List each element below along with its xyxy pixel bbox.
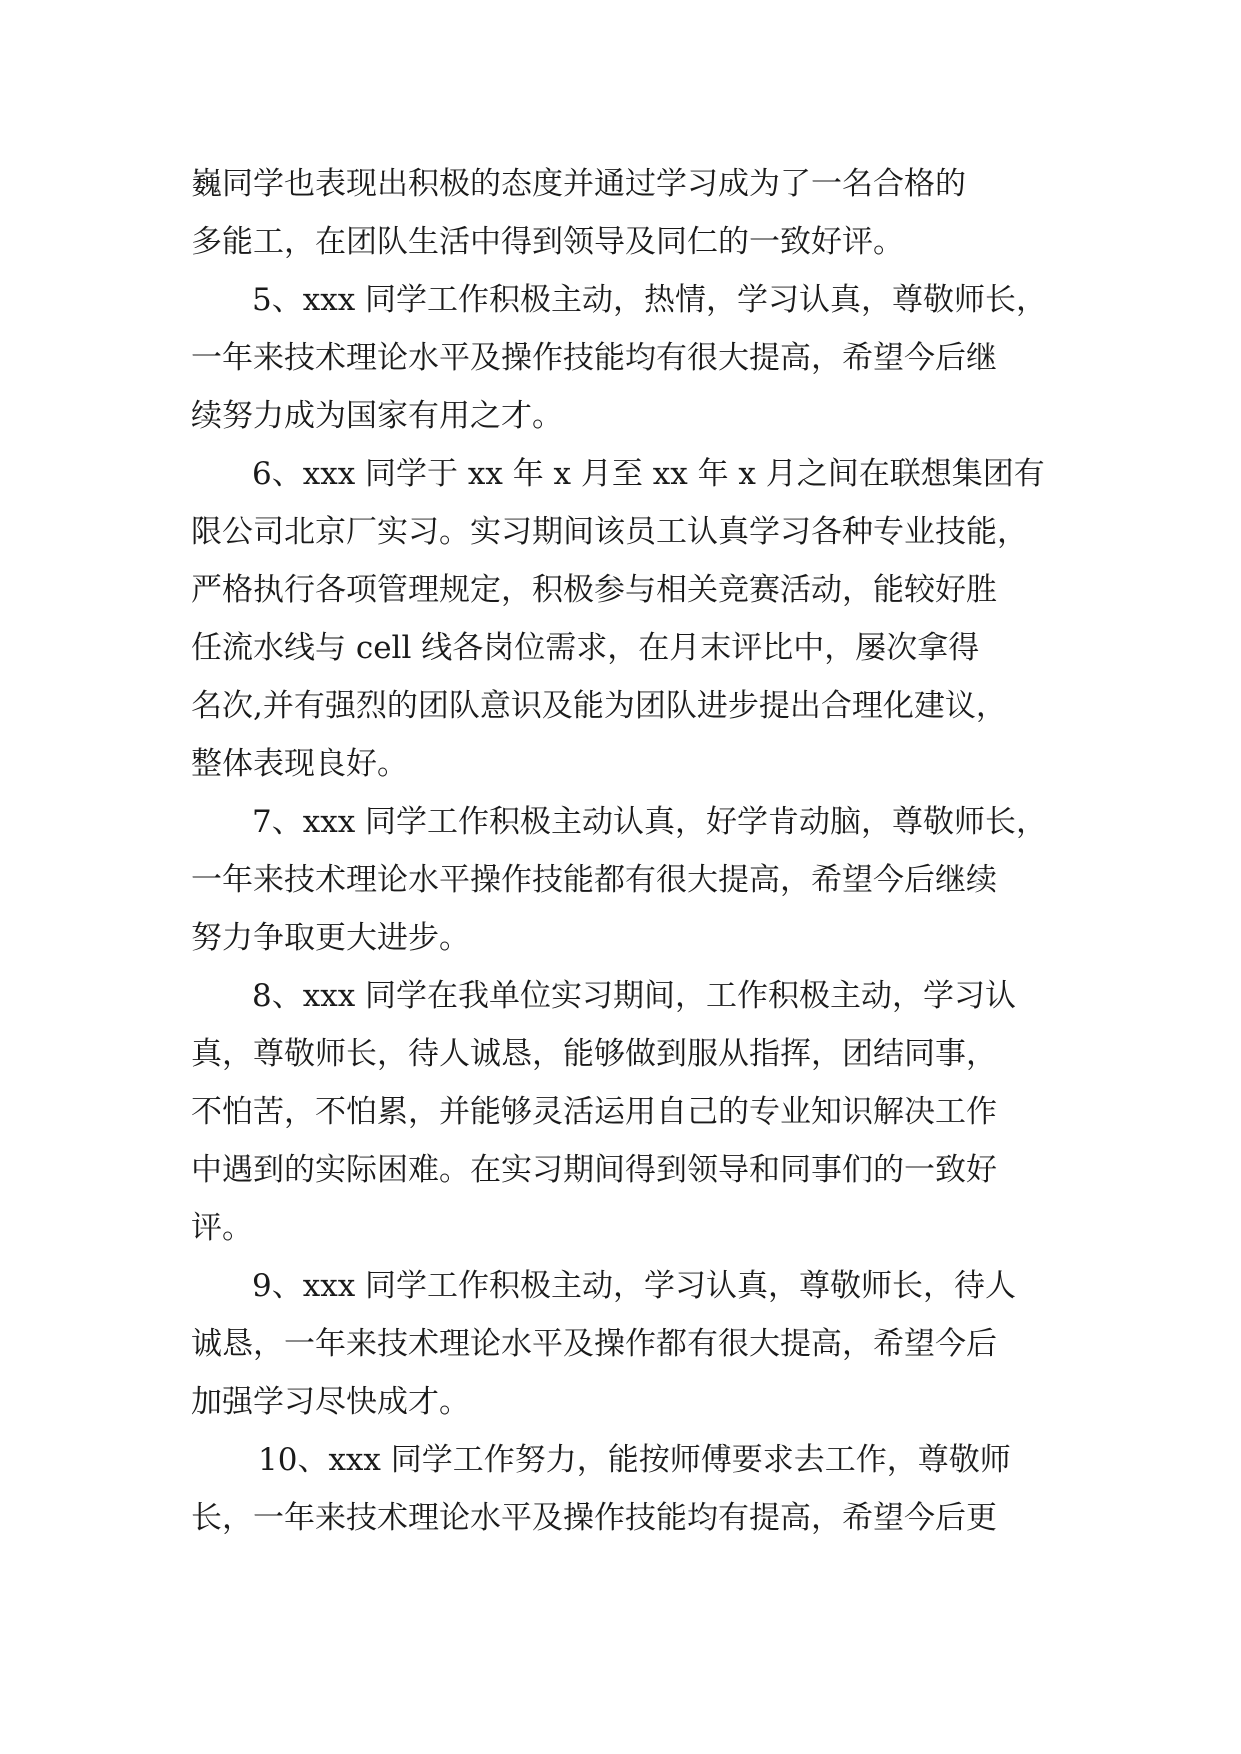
paragraph-8-line: 8、xxx 同学在我单位实习期间，工作积极主动，学习认 [252,978,1017,1014]
paragraph-10-line: 10、xxx 同学工作努力，能按师傅要求去工作，尊敬师 [258,1442,1011,1478]
paragraph-9-line: 9、xxx 同学工作积极主动，学习认真，尊敬师长，待人 [252,1268,1017,1304]
paragraph-7-line: 7、xxx 同学工作积极主动认真，好学肯动脑，尊敬师长， [252,804,1048,840]
text-line: 诚恳，一年来技术理论水平及操作都有很大提高，希望今后 [191,1326,997,1362]
text-line: 加强学习尽快成才。 [191,1384,470,1420]
text-line: 真，尊敬师长，待人诚恳，能够做到服从指挥，团结同事， [191,1036,997,1072]
text-line: 评。 [191,1210,253,1246]
text-line: 名次,并有强烈的团队意识及能为团队进步提出合理化建议， [191,688,1007,724]
text-line: 严格执行各项管理规定，积极参与相关竞赛活动，能较好胜 [191,572,997,608]
paragraph-6-line: 6、xxx 同学于 xx 年 x 月至 xx 年 x 月之间在联想集团有 [252,456,1045,492]
text-line: 续努力成为国家有用之才。 [191,398,563,434]
text-line: 长，一年来技术理论水平及操作技能均有提高，希望今后更 [191,1500,997,1536]
text-line: 努力争取更大进步。 [191,920,470,956]
text-line: 任流水线与 cell 线各岗位需求，在月末评比中，屡次拿得 [191,630,980,666]
text-line: 限公司北京厂实习。实习期间该员工认真学习各种专业技能， [191,514,1028,550]
text-line: 不怕苦，不怕累，并能够灵活运用自己的专业知识解决工作 [191,1094,997,1130]
text-line: 整体表现良好。 [191,746,408,782]
paragraph-5-line: 5、xxx 同学工作积极主动，热情，学习认真，尊敬师长， [252,282,1048,318]
text-line: 一年来技术理论水平及操作技能均有很大提高，希望今后继 [191,340,997,376]
text-line: 一年来技术理论水平操作技能都有很大提高，希望今后继续 [191,862,997,898]
text-line: 巍同学也表现出积极的态度并通过学习成为了一名合格的 [191,166,966,202]
text-line: 多能工，在团队生活中得到领导及同仁的一致好评。 [191,224,904,260]
text-line: 中遇到的实际困难。在实习期间得到领导和同事们的一致好 [191,1152,997,1188]
